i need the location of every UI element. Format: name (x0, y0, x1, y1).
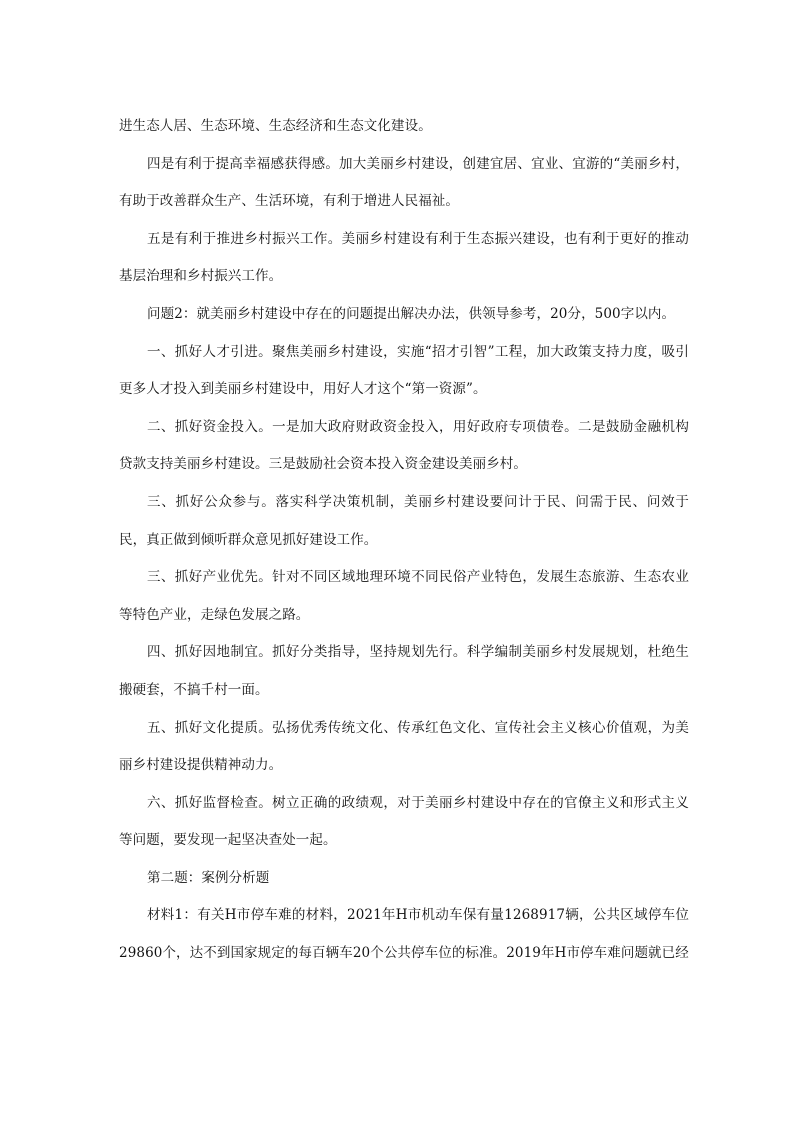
solution-industry: 三、抓好产业优先。针对不同区域地理环境不同民俗产业特色，发展生态旅游、生态农业等特色产业，走绿色发展之路。 (119, 569, 689, 623)
section-2-heading: 第二题：案例分析题 (147, 869, 270, 886)
solution-supervision: 六、抓好监督检查。树立正确的政绩观，对于美丽乡村建设中存在的官僚主义和形式主义等问题，要发现一起坚决查处一起。 (119, 794, 689, 849)
paragraph-point-5: 五是有利于推进乡村振兴工作。美丽乡村建设有利于生态振兴建设，也有利于更好的推动基层治理和乡村振兴工作。 (119, 230, 689, 285)
solution-local-conditions: 四、抓好因地制宜。抓好分类指导，坚持规划先行。科学编制美丽乡村发展规划，杜绝生搬硬套，不搞千村一面。 (119, 644, 689, 698)
paragraph-continuation: 进生态人居、生态环境、生态经济和生态文化建设。 (119, 118, 432, 134)
solution-public-participation: 三、抓好公众参与。落实科学决策机制，美丽乡村建设要问计于民、问需于民、问效于民，真正做到倾听群众意见抓好建设工作。 (119, 493, 689, 548)
solution-culture: 五、抓好文化提质。弘扬优秀传统文化、传承红色文化、宣传社会主义核心价值观，为美丽乡村建设提供精神动力。 (119, 719, 689, 774)
question-2-heading: 问题2：就美丽乡村建设中存在的问题提出解决办法，供领导参考，20分，500字以内。 (147, 305, 676, 322)
solution-funding: 二、抓好资金投入。一是加大政府财政资金投入，用好政府专项债卷。二是鼓励金融机构贷款支持美丽乡村建设。三是鼓励社会资本投入资金建设美丽乡村。 (119, 418, 689, 473)
material-1-paragraph: 材料1：有关H市停车难的材料，2021年H市机动车保有量1268917辆，公共区域停车位29860个，达不到国家规定的每百辆车20个公共停车位的标准。2019年H市停车难问题就已经 (119, 907, 689, 962)
solution-talent: 一、抓好人才引进。聚焦美丽乡村建设，实施“招才引智”工程，加大政策支持力度，吸引更多人才投入到美丽乡村建设中，用好人才这个“第一资源”。 (119, 343, 689, 398)
paragraph-point-4: 四是有利于提高幸福感获得感。加大美丽乡村建设，创建宜居、宜业、宜游的“美丽乡村，有助于改善群众生产、生活环境，有利于增进人民福祉。 (119, 155, 689, 210)
document-body (119, 108, 689, 973)
